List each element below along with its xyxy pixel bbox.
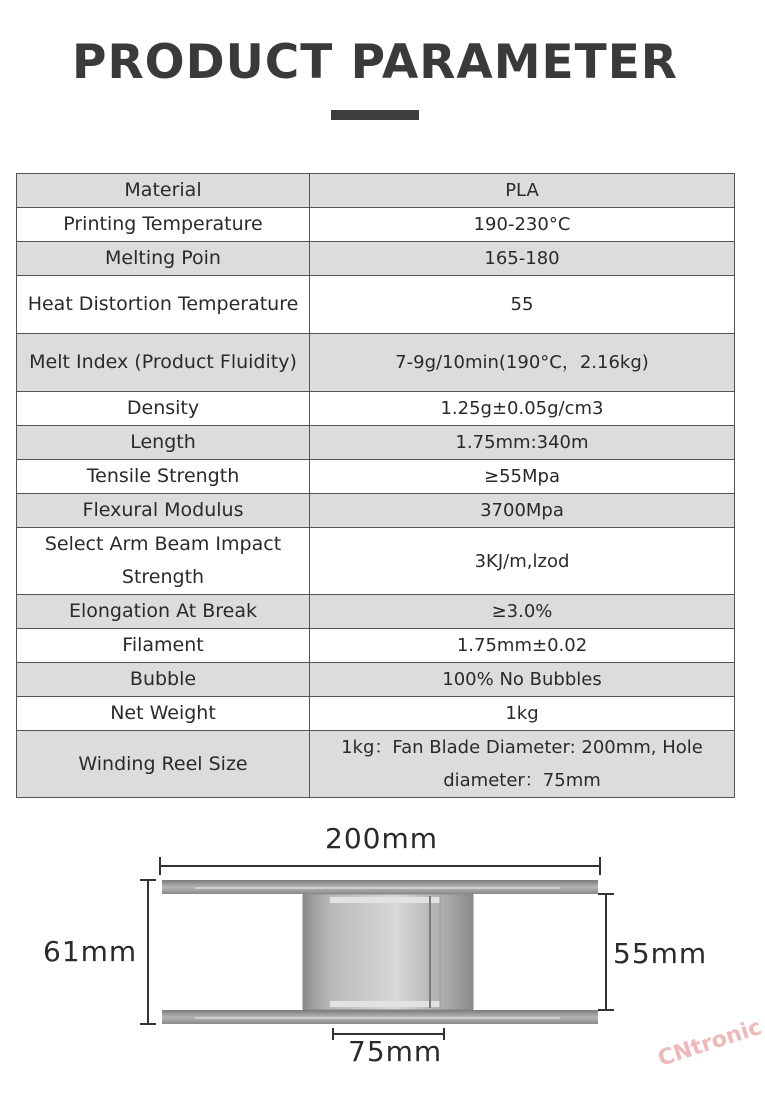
param-label: Select Arm Beam Impact Strength xyxy=(17,528,310,595)
param-label: Flexural Modulus xyxy=(17,494,310,528)
inner-height-label: 55mm xyxy=(613,937,708,970)
param-value: 1.25g±0.05g/cm3 xyxy=(310,392,735,426)
width-label: 200mm xyxy=(325,822,438,855)
param-value: 3KJ/m,lzod xyxy=(310,528,735,595)
param-label: Material xyxy=(17,174,310,208)
param-value: PLA xyxy=(310,174,735,208)
param-value: 165-180 xyxy=(310,242,735,276)
param-label: Elongation At Break xyxy=(17,595,310,629)
param-value: 3700Mpa xyxy=(310,494,735,528)
param-value: 100% No Bubbles xyxy=(310,663,735,697)
param-value: ≥3.0% xyxy=(310,595,735,629)
param-value: 55 xyxy=(310,276,735,334)
param-value: ≥55Mpa xyxy=(310,460,735,494)
param-value: 7-9g/10min(190°C，2.16kg) xyxy=(310,334,735,392)
hole-label: 75mm xyxy=(348,1035,443,1068)
param-value: 1kg：Fan Blade Diameter: 200mm, Hole diameter：75mm xyxy=(310,731,735,798)
inner-height-dimension-line xyxy=(598,894,614,1010)
height-dimension-line xyxy=(140,880,156,1024)
param-label: Melt Index (Product Fluidity) xyxy=(17,334,310,392)
param-value: 1kg xyxy=(310,697,735,731)
param-value: 1.75mm:340m xyxy=(310,426,735,460)
param-label: Length xyxy=(17,426,310,460)
width-dimension-line xyxy=(160,857,600,875)
param-label: Filament xyxy=(17,629,310,663)
param-label: Winding Reel Size xyxy=(17,731,310,798)
param-label: Heat Distortion Temperature xyxy=(17,276,310,334)
param-label: Bubble xyxy=(17,663,310,697)
param-label: Melting Poin xyxy=(17,242,310,276)
param-label: Net Weight xyxy=(17,697,310,731)
param-value: 190-230°C xyxy=(310,208,735,242)
spool-hub xyxy=(303,894,473,1010)
param-value: 1.75mm±0.02 xyxy=(310,629,735,663)
param-label: Tensile Strength xyxy=(17,460,310,494)
page-title: PRODUCT PARAMETER xyxy=(72,35,678,90)
brand-watermark: CNtronic xyxy=(655,1014,765,1072)
param-label: Printing Temperature xyxy=(17,208,310,242)
param-label: Density xyxy=(17,392,310,426)
height-label: 61mm xyxy=(43,935,138,968)
